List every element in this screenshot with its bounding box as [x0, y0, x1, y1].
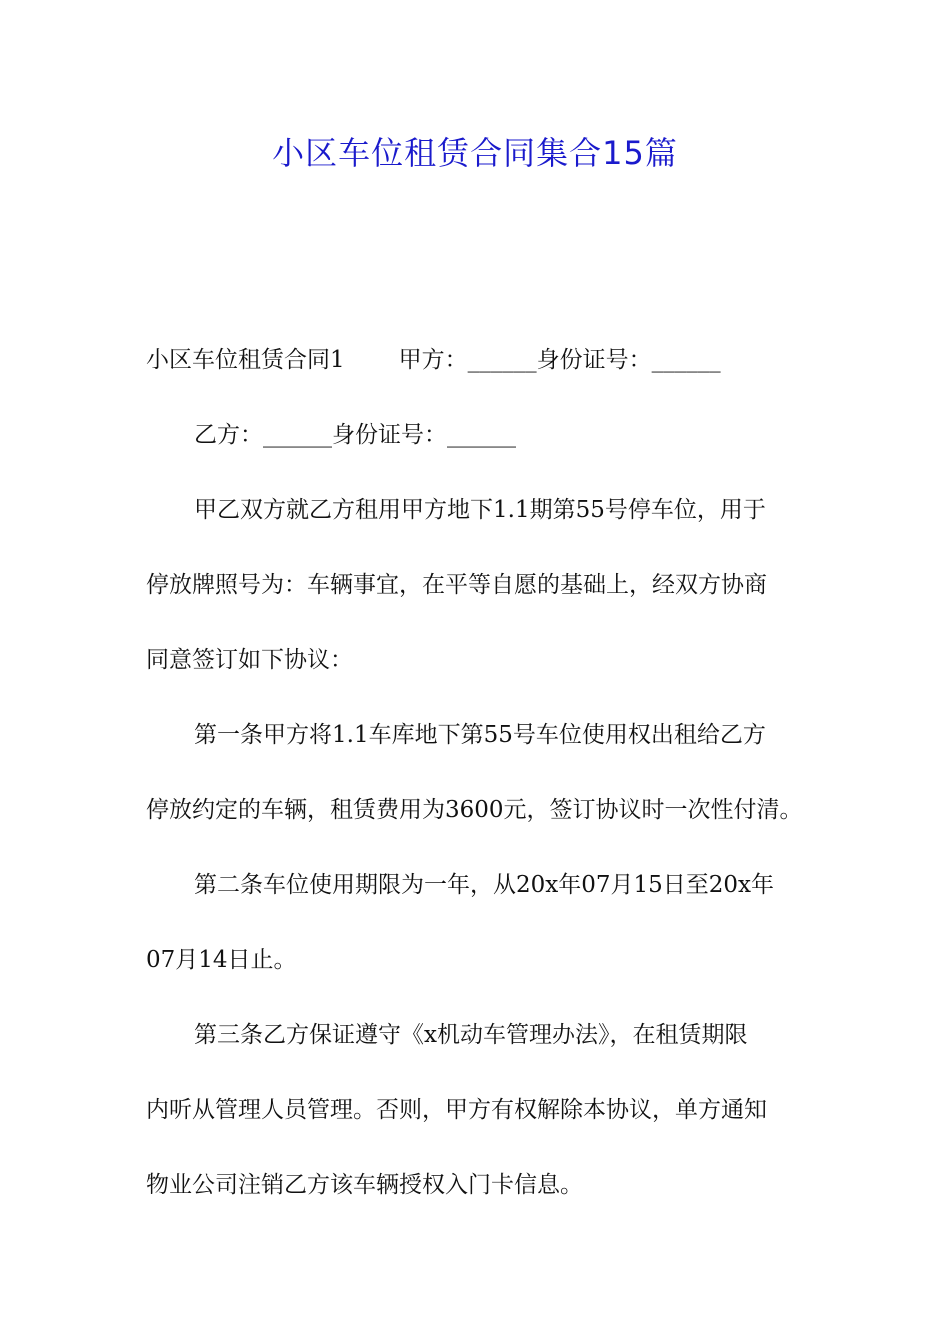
paragraph-line-header	[146, 332, 826, 407]
article-3-line: 物业公司注销乙方该车辆授权入门卡信息。	[146, 1172, 583, 1198]
paragraph-line: 停放牌照号为：车辆事宜，在平等自愿的基础上，经双方协商	[146, 572, 767, 598]
document-title: 小区车位租赁合同集合15篇	[272, 134, 678, 172]
article-1-line: 停放约定的车辆，租赁费用为3600元，签订协议时一次性付清。	[146, 797, 803, 823]
party-b-line: 乙方：______身份证号：______	[194, 422, 516, 448]
paragraph-line: 甲乙双方就乙方租用甲方地下1.1期第55号停车位，用于	[194, 497, 766, 523]
article-2-line: 第二条车位使用期限为一年，从20x年07月15日至20x年	[194, 872, 775, 898]
article-2-line: 07月14日止。	[146, 947, 297, 973]
paragraph-line: 同意签订如下协议：	[146, 647, 353, 673]
article-1-line: 第一条甲方将1.1车库地下第55号车位使用权出租给乙方	[194, 722, 766, 748]
article-3-line: 内听从管理人员管理。否则，甲方有权解除本协议，单方通知	[146, 1097, 767, 1123]
document-body	[146, 332, 826, 1232]
party-a-line: 甲方：______身份证号：______	[398, 347, 721, 373]
contract-heading: 小区车位租赁合同1	[146, 347, 345, 373]
article-3-line: 第三条乙方保证遵守《x机动车管理办法》，在租赁期限	[194, 1022, 748, 1048]
